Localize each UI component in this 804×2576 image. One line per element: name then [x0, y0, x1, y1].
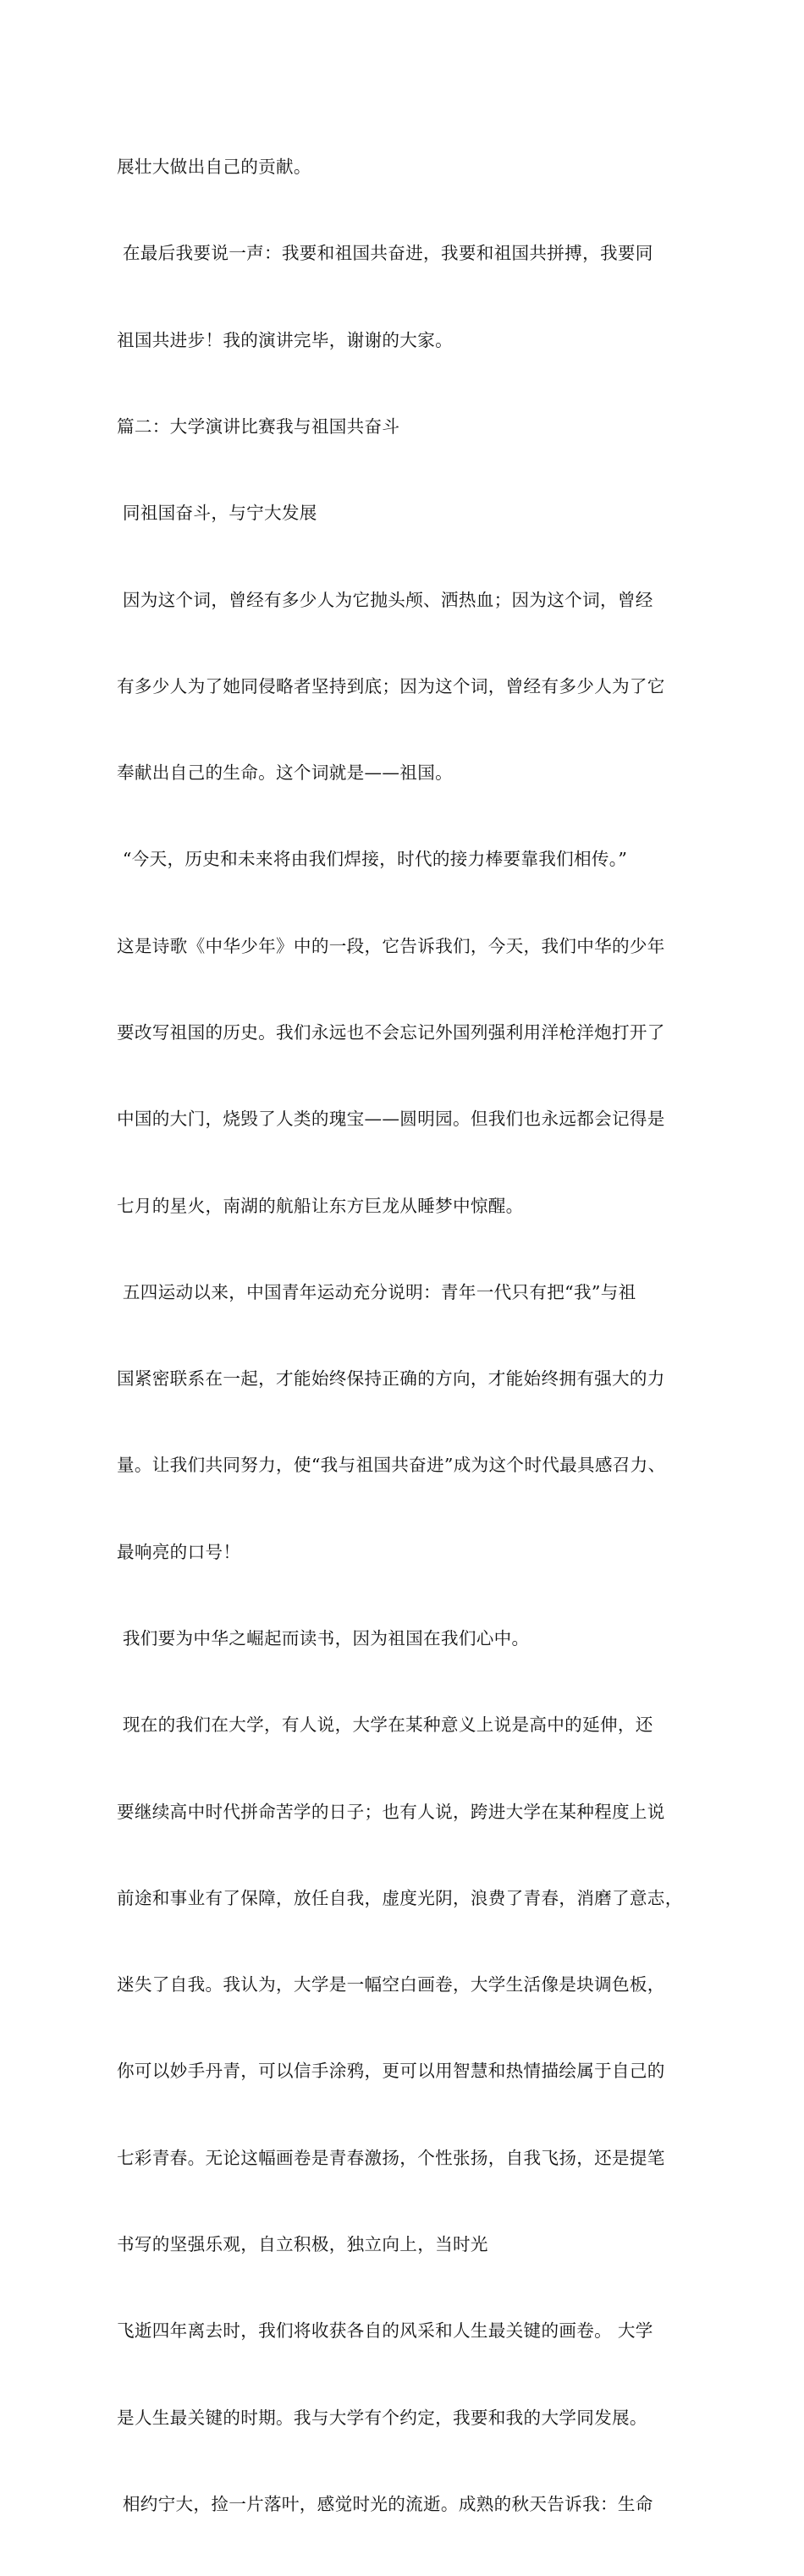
text-line: 在最后我要说一声：我要和祖国共奋进，我要和祖国共拼搏，我要同 — [117, 243, 653, 264]
text-line: 展壮大做出自己的贡献。 — [117, 157, 311, 178]
document-body — [117, 95, 709, 2576]
text-line: 现在的我们在大学，有人说，大学在某种意义上说是高中的延伸，还 — [117, 1715, 653, 1736]
text-line: 最响亮的口号！ — [117, 1541, 241, 1562]
text-line: 是人生最关键的时期。我与大学有个约定，我要和我的大学同发展。 — [117, 2407, 647, 2428]
text-line: 七月的星火，南湖的航船让东方巨龙从睡梦中惊醒。 — [117, 1195, 524, 1216]
text-line: 有多少人为了她同侵略者坚持到底；因为这个词，曾经有多少人为了它 — [117, 675, 665, 696]
text-line: 因为这个词，曾经有多少人为它抛头颅、洒热血；因为这个词，曾经 — [117, 589, 653, 610]
text-line: 国紧密联系在一起，才能始终保持正确的方向，才能始终拥有强大的力 — [117, 1368, 665, 1390]
text-line: 飞逝四年离去时，我们将收获各自的风采和人生最关键的画卷。 大学 — [117, 2320, 653, 2342]
text-line: 书写的坚强乐观，自立积极，独立向上，当时光 — [117, 2233, 488, 2254]
text-line: 量。让我们共同努力，使“我与祖国共奋进”成为这个时代最具感召力、 — [117, 1455, 666, 1476]
text-line: 中国的大门，烧毁了人类的瑰宝——圆明园。但我们也永远都会记得是 — [117, 1109, 665, 1130]
text-line: 五四运动以来，中国青年运动充分说明：青年一代只有把“我”与祖 — [117, 1281, 636, 1302]
text-line: 迷失了自我。我认为，大学是一幅空白画卷，大学生活像是块调色板， — [117, 1974, 665, 1995]
speech-title: 同祖国奋斗，与宁大发展 — [117, 503, 317, 524]
text-line: 七彩青春。无论这幅画卷是青春激扬，个性张扬，自我飞扬，还是提笔 — [117, 2147, 665, 2168]
text-line: 相约宁大，捡一片落叶，感觉时光的流逝。成熟的秋天告诉我：生命 — [117, 2493, 653, 2514]
text-line: 我们要为中华之崛起而读书，因为祖国在我们心中。 — [117, 1627, 530, 1649]
text-line: 这是诗歌《中华少年》中的一段，它告诉我们，今天，我们中华的少年 — [117, 935, 665, 956]
text-line: 奉献出自己的生命。这个词就是——祖国。 — [117, 762, 453, 784]
section-heading: 篇二：大学演讲比赛我与祖国共奋斗 — [117, 416, 400, 438]
text-line: 祖国共进步！我的演讲完毕，谢谢的大家。 — [117, 329, 453, 350]
text-line: 你可以妙手丹青，可以信手涂鸦，更可以用智慧和热情描绘属于自己的 — [117, 2061, 665, 2082]
text-line: 要继续高中时代拼命苦学的日子；也有人说，跨进大学在某种程度上说 — [117, 1801, 665, 1822]
text-line: 要改写祖国的历史。我们永远也不会忘记外国列强利用洋枪洋炮打开了 — [117, 1022, 665, 1043]
text-line: “今天，历史和未来将由我们焊接，时代的接力棒要靠我们相传。” — [117, 849, 628, 870]
text-line: 前途和事业有了保障，放任自我，虚度光阴，浪费了青春，消磨了意志， — [117, 1887, 683, 1908]
